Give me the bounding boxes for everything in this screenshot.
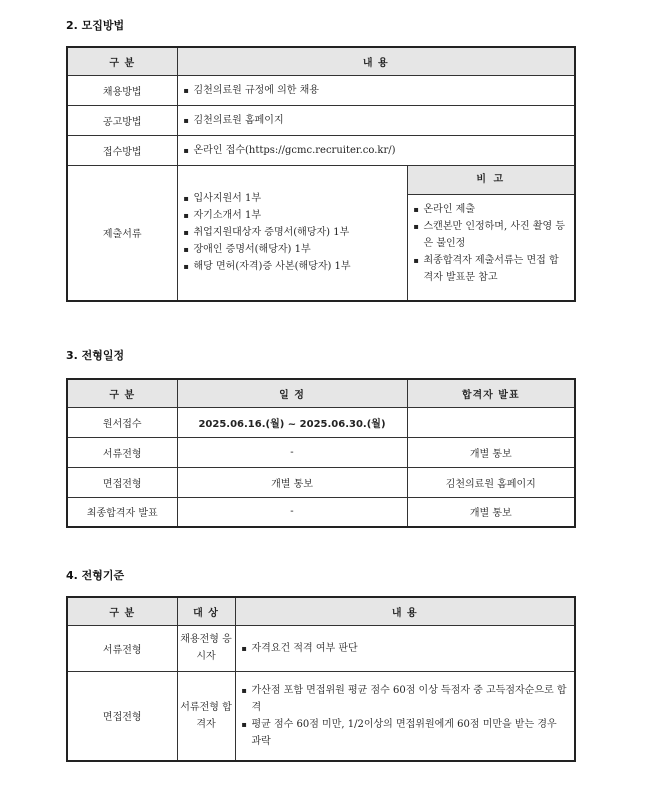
list-item: ▪ 해당 면허(자격)증 사본(해당자) 1부 xyxy=(184,258,401,275)
recruitment-method-table xyxy=(66,46,576,302)
section-heading: 2. 모집방법 xyxy=(66,19,125,32)
header-announcement: 합격자 발표 xyxy=(407,379,575,407)
table-row xyxy=(67,407,575,437)
row-label: 원서접수 xyxy=(67,407,177,437)
section-schedule xyxy=(66,348,574,528)
row-value: ▪ 김천의료원 규정에 의한 채용 xyxy=(184,82,569,99)
row-label: 서류전형 xyxy=(67,625,177,671)
row-label: 채용방법 xyxy=(67,75,177,105)
row-label: 면접전형 xyxy=(67,467,177,497)
row-announcement: 김천의료원 홈페이지 xyxy=(407,467,575,497)
table-row xyxy=(67,625,575,671)
documents-note-cell xyxy=(407,165,575,301)
table-row xyxy=(67,497,575,527)
header-category: 구 분 xyxy=(67,379,177,407)
criteria-table xyxy=(66,596,576,762)
section-heading: 3. 전형일정 xyxy=(66,349,125,362)
row-value: ▪ 김천의료원 홈페이지 xyxy=(184,112,569,129)
list-item: ▪ 스캔본만 인정하며, 사진 촬영 등은 불인정 xyxy=(414,218,569,252)
row-label: 접수방법 xyxy=(67,135,177,165)
table-row xyxy=(67,75,575,105)
row-announcement xyxy=(407,407,575,437)
list-item: ▪ 평균 점수 60점 미만, 1/2이상의 면접위원에게 60점 미만을 받는 경우 과락 xyxy=(242,716,569,750)
table-row xyxy=(67,437,575,467)
list-item: ▪ 온라인 제출 xyxy=(414,201,569,218)
header-content: 내 용 xyxy=(235,597,575,625)
list-item: ▪ 가산점 포함 면접위원 평균 점수 60점 이상 득점자 중 고득점자순으로 합격 xyxy=(242,682,569,716)
list-item: ▪ 최종합격자 제출서류는 면접 합격자 발표문 참고 xyxy=(414,252,569,286)
section-selection-criteria xyxy=(66,568,574,762)
list-item: ▪ 취업지원대상자 증명서(해당자) 1부 xyxy=(184,224,401,241)
documents-list-cell xyxy=(177,165,407,301)
header-category: 구 분 xyxy=(67,597,177,625)
row-schedule: 개별 통보 xyxy=(177,467,407,497)
row-target: 채용전형 응시자 xyxy=(177,625,235,671)
row-label: 공고방법 xyxy=(67,105,177,135)
list-item: ▪ 자격요건 적격 여부 판단 xyxy=(242,640,569,657)
header-category: 구 분 xyxy=(67,47,177,75)
section-heading: 4. 전형기준 xyxy=(66,569,125,582)
table-row xyxy=(67,671,575,761)
row-value: ▪ 온라인 접수(https://gcmc.recruiter.co.kr/) xyxy=(184,142,569,159)
header-schedule: 일 정 xyxy=(177,379,407,407)
schedule-table xyxy=(66,378,576,528)
row-schedule: 2025.06.16.(월) ~ 2025.06.30.(월) xyxy=(177,407,407,437)
table-row xyxy=(67,467,575,497)
row-label: 서류전형 xyxy=(67,437,177,467)
row-schedule: - xyxy=(177,497,407,527)
header-content: 내 용 xyxy=(177,47,575,75)
row-label: 제출서류 xyxy=(67,165,177,301)
note-header: 비 고 xyxy=(408,166,575,195)
row-schedule: - xyxy=(177,437,407,467)
row-announcement: 개별 통보 xyxy=(407,437,575,467)
list-item: ▪ 자기소개서 1부 xyxy=(184,207,401,224)
list-item: ▪ 입사지원서 1부 xyxy=(184,190,401,207)
section-recruitment-method xyxy=(66,18,574,302)
header-target: 대 상 xyxy=(177,597,235,625)
row-target: 서류전형 합격자 xyxy=(177,671,235,761)
list-item: ▪ 장애인 증명서(해당자) 1부 xyxy=(184,241,401,258)
row-announcement: 개별 통보 xyxy=(407,497,575,527)
row-label: 최종합격자 발표 xyxy=(67,497,177,527)
table-row xyxy=(67,105,575,135)
table-row xyxy=(67,165,575,301)
table-row xyxy=(67,135,575,165)
row-label: 면접전형 xyxy=(67,671,177,761)
